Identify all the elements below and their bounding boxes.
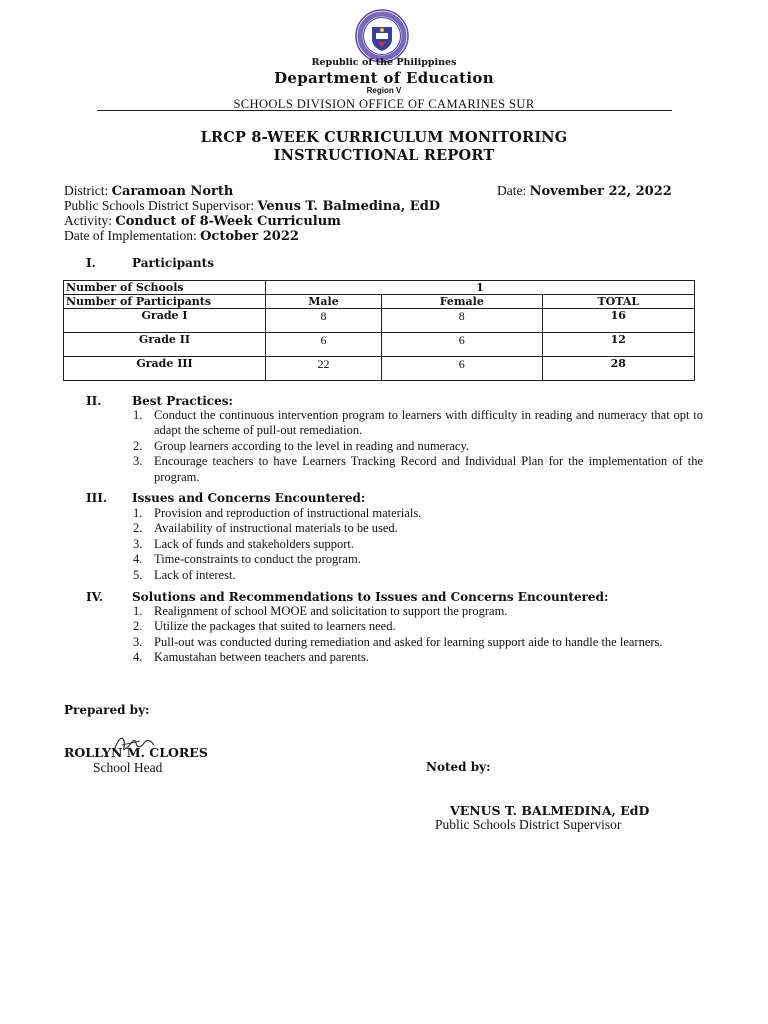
section-3-title: Issues and Concerns Encountered: xyxy=(132,491,366,505)
prepared-by-label: Prepared by: xyxy=(64,703,150,717)
list-item: 5. Lack of interest. xyxy=(133,567,236,582)
list-item: 2. Utilize the packages that suited to learners need. xyxy=(133,619,396,634)
section-4-number: IV. xyxy=(86,590,104,604)
grade-label: Grade II xyxy=(64,333,266,357)
implementation-value: October 2022 xyxy=(200,229,299,244)
section-2-number: II. xyxy=(86,394,102,408)
supervisor-value: Venus T. Balmedina, EdD xyxy=(257,199,441,214)
report-title-line1: LRCP 8-WEEK CURRICULUM MONITORING xyxy=(200,129,568,146)
header-department: Department of Education xyxy=(274,69,494,87)
female-count: 8 xyxy=(381,309,542,333)
list-item: 2. Availability of instructional materials to be used. xyxy=(133,521,398,536)
district-label: District: xyxy=(64,183,109,198)
participants-label: Number of Participants xyxy=(64,295,266,309)
list-item: 1. Conduct the continuous intervention program to learners with difficulty in reading and numeracy that opt to adapt the scheme of pull-out remediation. xyxy=(133,408,703,438)
table-row xyxy=(64,281,695,295)
list-item: 3. Lack of funds and stakeholders support. xyxy=(133,536,354,551)
activity-value: Conduct of 8-Week Curriculum xyxy=(115,214,341,229)
noted-by-name: VENUS T. BALMEDINA, EdD xyxy=(450,803,650,818)
activity-label: Activity: xyxy=(64,213,112,228)
noted-by-label: Noted by: xyxy=(426,760,491,774)
section-2-title: Best Practices: xyxy=(132,394,233,408)
header-female: Female xyxy=(381,295,542,309)
male-count: 22 xyxy=(266,357,382,381)
issues-list xyxy=(133,506,703,583)
deped-seal-logo xyxy=(355,9,409,63)
section-1-number: I. xyxy=(86,256,96,270)
solutions-list xyxy=(133,604,703,666)
total-count: 12 xyxy=(542,333,694,357)
list-item: 3. Pull-out was conducted during remediation and asked for learning support aide to handle the learners. xyxy=(133,634,663,649)
implementation-row xyxy=(64,228,299,244)
schools-value: 1 xyxy=(266,281,695,295)
district-value: Caramoan North xyxy=(111,184,234,199)
supervisor-label: Public Schools District Supervisor: xyxy=(64,198,255,213)
supervisor-row xyxy=(64,198,440,214)
total-count: 16 xyxy=(542,309,694,333)
male-count: 8 xyxy=(266,309,382,333)
date-label: Date: xyxy=(497,183,527,198)
list-item: 4. Kamustahan between teachers and parents. xyxy=(133,650,369,665)
implementation-label: Date of Implementation: xyxy=(64,228,197,243)
header-divider xyxy=(97,110,672,111)
grade-label: Grade I xyxy=(64,309,266,333)
section-3-number: III. xyxy=(86,491,108,505)
table-row xyxy=(64,357,695,381)
participants-table xyxy=(63,280,695,381)
schools-label: Number of Schools xyxy=(64,281,266,295)
table-row xyxy=(64,295,695,309)
female-count: 6 xyxy=(381,357,542,381)
total-count: 28 xyxy=(542,357,694,381)
header-male: Male xyxy=(266,295,382,309)
header-region: Region V xyxy=(366,86,402,95)
district-row xyxy=(64,183,233,199)
report-title-line2: INSTRUCTIONAL REPORT xyxy=(273,147,495,164)
prepared-by-name: ROLLYN M. CLORES xyxy=(64,745,208,760)
list-item: 1. Provision and reproduction of instructional materials. xyxy=(133,506,422,520)
female-count: 6 xyxy=(381,333,542,357)
best-practices-list xyxy=(133,408,703,485)
noted-by-role: Public Schools District Supervisor xyxy=(435,817,622,832)
list-item: 3. Encourage teachers to have Learners Tracking Record and Individual Plan for the implementation of the program. xyxy=(133,454,703,484)
date-row xyxy=(497,183,672,199)
header-division: SCHOOLS DIVISION OFFICE OF CAMARINES SUR xyxy=(233,97,535,111)
male-count: 6 xyxy=(266,333,382,357)
grade-label: Grade III xyxy=(64,357,266,381)
date-value: November 22, 2022 xyxy=(529,184,672,199)
activity-row xyxy=(64,213,341,229)
table-row xyxy=(64,309,695,333)
section-1-title: Participants xyxy=(132,256,214,270)
list-item: 1. Realignment of school MOOE and solicitation to support the program. xyxy=(133,604,508,618)
list-item: 2. Group learners according to the level in reading and numeracy. xyxy=(133,438,470,453)
section-4-title: Solutions and Recommendations to Issues and Concerns Encountered: xyxy=(132,590,609,604)
table-row xyxy=(64,333,695,357)
header-total: TOTAL xyxy=(542,295,694,309)
list-item: 4. Time-constraints to conduct the program. xyxy=(133,552,361,567)
header-republic: Republic of the Philippines xyxy=(311,57,457,68)
prepared-by-role: School Head xyxy=(93,760,163,775)
